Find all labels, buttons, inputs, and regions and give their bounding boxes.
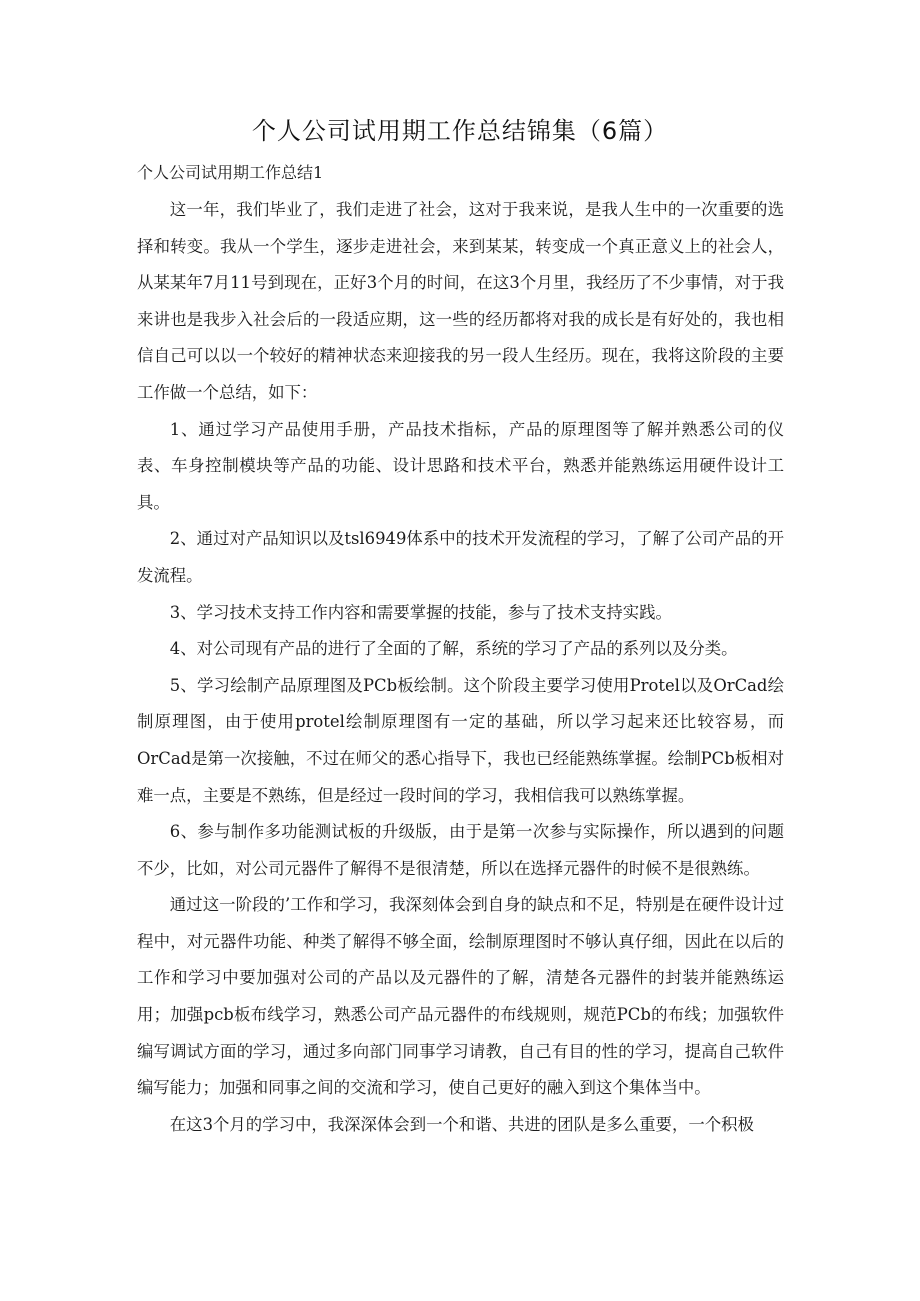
document-body (137, 192, 784, 1143)
paragraph-reflection: 通过这一阶段的’工作和学习，我深刻体会到自身的缺点和不足，特别是在硬件设计过程中，对元器件功能、种类了解得不够全面，绘制原理图时不够认真仔细，因此在以后的工作和学习中要加强对公司的产品以及元器件的了解，清楚各元器件的封装并能熟练运用；加强pcb板布线学习，熟悉公司产品元器件的布线规则，规范PCb的布线；加强软件编写调试方面的学习，通过多向部门同事学习请教，自己有目的性的学习，提高自己软件编写能力；加强和同事之间的交流和学习，使自己更好的融入到这个集体当中。 (137, 895, 784, 1098)
paragraph-item-2: 2、通过对产品知识以及tsl6949体系中的技术开发流程的学习，了解了公司产品的开发流程。 (137, 529, 784, 585)
section-heading: 个人公司试用期工作总结1 (137, 163, 324, 182)
paragraph-item-1: 1、通过学习产品使用手册，产品技术指标，产品的原理图等了解并熟悉公司的仪表、车身控制模块等产品的功能、设计思路和技术平台，熟悉并能熟练运用硬件设计工具。 (137, 419, 784, 512)
document-title: 个人公司试用期工作总结锦集（6篇） (251, 117, 669, 145)
paragraph-item-3: 3、学习技术支持工作内容和需要掌握的技能，参与了技术支持实践。 (169, 602, 672, 622)
paragraph-item-5: 5、学习绘制产品原理图及PCb板绘制。这个阶段主要学习使用Protel以及OrCad绘制原理图，由于使用protel绘制原理图有一定的基础，所以学习起来还比较容易，而OrCad是第一次接触，不过在师父的悉心指导下，我也已经能熟练掌握。绘制PCb板相对难一点，主要是不熟练，但是经过一段时间的学习，我相信我可以熟练掌握。 (137, 675, 784, 805)
paragraph-intro: 这一年，我们毕业了，我们走进了社会，这对于我来说，是我人生中的一次重要的选择和转变。我从一个学生，逐步走进社会，来到某某，转变成一个真正意义上的社会人，从某某年7月11号到现在，正好3个月的时间，在这3个月里，我经历了不少事情，对于我来讲也是我步入社会后的一段适应期，这一些的经历都将对我的成长是有好处的，我也相信自己可以以一个较好的精神状态来迎接我的另一段人生经历。现在，我将这阶段的主要工作做一个总结，如下： (137, 200, 784, 402)
paragraph-item-6: 6、参与制作多功能测试板的升级版，由于是第一次参与实际操作，所以遇到的问题不少，比如，对公司元器件了解得不是很清楚，所以在选择元器件的时候不是很熟练。 (137, 822, 784, 878)
paragraph-team: 在这3个月的学习中，我深深体会到一个和谐、共进的团队是多么重要，一个积极 (169, 1114, 754, 1134)
paragraph-item-4: 4、对公司现有产品的进行了全面的了解，系统的学习了产品的系列以及分类。 (169, 639, 738, 659)
